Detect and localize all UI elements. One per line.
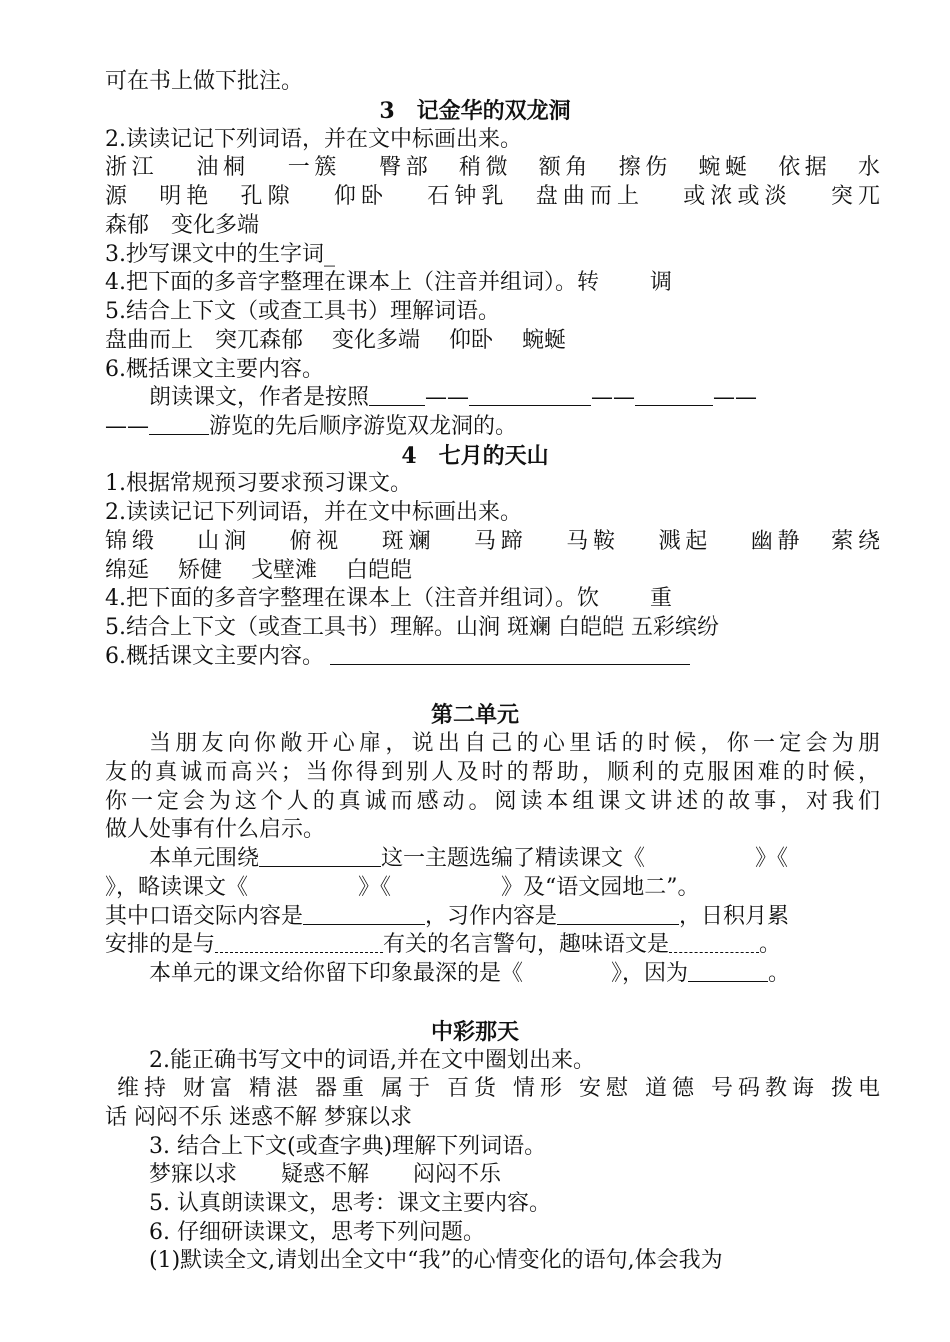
blank-line[interactable]: [215, 932, 383, 953]
text-line: 本单元围绕 这一主题选编了精读课文《 》《: [149, 846, 789, 871]
text-line: 2.读读记记下列词语，并在文中标画出来。: [105, 500, 522, 525]
word-list: 维持 财富 精湛 器重 属于 百货 情形 安慰 道德 号码教诲 拨电: [117, 1076, 880, 1101]
blank-line[interactable]: [149, 414, 209, 435]
text-line: 4.把下面的多音字整理在课本上（注音并组词）。饮 重: [105, 586, 672, 611]
word-list: 绵延 矫健 戈壁滩 白皑皑: [105, 558, 412, 583]
paragraph-line: 做人处事有什么启示。: [105, 817, 326, 842]
text-line: 可在书上做下批注。: [105, 69, 304, 94]
section-title-3: 3 记金华的双龙洞: [379, 98, 571, 124]
paragraph-line: 当朋友向你敞开心扉，说出自己的心里话的时候，你一定会为朋: [149, 731, 880, 756]
text-line: 5.结合上下文（或查工具书）理解。山涧 斑斓 白皑皑 五彩缤纷: [105, 615, 719, 640]
text-line: 》，略读课文《 》《 》及“语文园地二”。: [105, 875, 700, 900]
blank-line[interactable]: [469, 385, 591, 406]
text-line: 4.把下面的多音字整理在课本上（注音并组词）。转 调: [105, 270, 672, 295]
blank-line[interactable]: [669, 932, 759, 953]
text-line: 5.结合上下文（或查工具书）理解词语。: [105, 299, 500, 324]
text-line: 2.能正确书写文中的词语,并在文中圈划出来。: [149, 1048, 595, 1073]
text-line: 3.抄写课文中的生字词_: [105, 242, 335, 267]
section-title-4: 4 七月的天山: [401, 443, 549, 469]
text-line: 5. 认真朗读课文，思考：课文主要内容。: [149, 1191, 551, 1216]
text-line: 6.概括课文主要内容。: [105, 642, 880, 672]
word-list: 森郁 变化多端: [105, 213, 260, 238]
text-line: 3. 结合上下文(或查字典)理解下列词语。: [149, 1134, 547, 1159]
word-list: 浙江 油桐 一簇 臀部 稍微 额角 擦伤 蜿蜒 依据 水: [105, 155, 880, 180]
blank-line[interactable]: [688, 961, 768, 982]
paragraph-line: 友的真诚而高兴；当你得到别人及时的帮助，顺利的克服困难的时候，: [105, 760, 880, 785]
blank-line[interactable]: [635, 385, 713, 406]
text-line: —— 游览的先后顺序游览双龙洞的。: [105, 414, 518, 439]
text-line: 6.概括课文主要内容。: [105, 357, 324, 382]
blank-line[interactable]: [557, 904, 679, 925]
blank-line[interactable]: [259, 846, 381, 867]
text-line: 本单元的课文给你留下印象最深的是《 》，因为 。: [149, 961, 791, 986]
unit-title: 第二单元: [430, 702, 519, 728]
text-line: 朗读课文，作者是按照 —— —— ——: [149, 385, 758, 410]
word-list: 梦寐以求 疑惑不解 闷闷不乐: [149, 1162, 502, 1187]
blank-line[interactable]: [369, 385, 425, 406]
word-list: 话 闷闷不乐 迷惑不解 梦寐以求: [105, 1105, 412, 1130]
text-line: 1.根据常规预习要求预习课文。: [105, 471, 412, 496]
lesson-title: 中彩那天: [430, 1019, 519, 1045]
text-line: 6. 仔细研读课文，思考下列问题。: [149, 1220, 485, 1245]
word-list: 源 明艳 孔隙 仰卧 石钟乳 盘曲而上 或浓或淡 突兀: [105, 184, 880, 209]
word-list: 盘曲而上 突兀森郁 变化多端 仰卧 蜿蜒: [105, 328, 566, 353]
blank-line[interactable]: [303, 904, 425, 925]
word-list: 锦缎 山涧 俯视 斑斓 马蹄 马鞍 溅起 幽静 萦绕: [105, 529, 880, 554]
paragraph-line: 你一定会为这个人的真诚而感动。阅读本组课文讲述的故事，对我们: [105, 789, 880, 814]
text-line: 其中口语交际内容是 ，习作内容是 ，日积月累: [105, 904, 790, 929]
text-line: 安排的是与 有关的名言警句，趣味语文是 。: [105, 932, 782, 957]
blank-line[interactable]: [330, 644, 690, 665]
text-line: (1)默读全文,请划出全文中“我”的心情变化的语句,体会我为: [149, 1248, 723, 1273]
text-line: 2.读读记记下列词语，并在文中标画出来。: [105, 127, 522, 152]
